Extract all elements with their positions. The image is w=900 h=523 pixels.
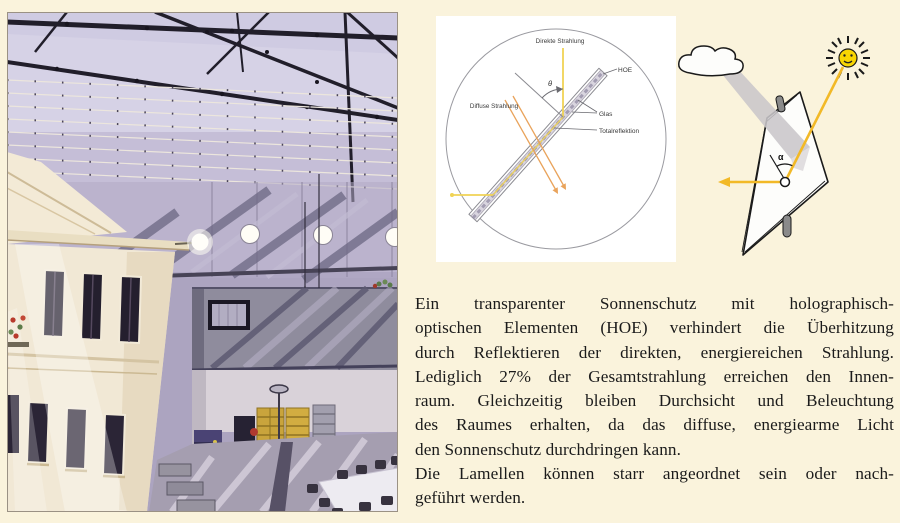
sun-lamella-art — [660, 10, 898, 272]
paragraph-line: optischen Elementen (HOE) verhindert die Überhitzung — [415, 318, 894, 338]
paragraph-line: Die Lamellen können starr angeordnet sein oder nach- — [415, 464, 894, 484]
paragraph-line: Lediglich 27% der Gesamtstrahlung erreichen den Innen- — [415, 366, 894, 386]
paragraph-line: durch Reflektieren der direkten, energiereichen Strahlung. — [415, 342, 894, 362]
label-diffuse-strahlung: Diffuse Strahlung — [469, 103, 519, 110]
hoe-diagram-panel — [436, 16, 676, 262]
paragraph-line: den Sonnenschutz durchdringen kann. — [415, 439, 682, 459]
sun-icon — [826, 36, 870, 80]
globe-lamp — [192, 234, 209, 251]
sun-lamella-drawing — [660, 10, 898, 272]
label-glas: Glas — [599, 111, 613, 118]
atrium-photo-art — [7, 12, 398, 512]
label-totalreflektion: Totalreflektion — [599, 128, 640, 135]
paragraph-line: geführt werden. — [415, 488, 526, 508]
paragraph-line: des Raumes erhalten, da das diffuse, energiearme Licht — [415, 415, 894, 435]
label-direkte-strahlung: Direkte Strahlung — [535, 38, 585, 45]
label-hoe: HOE — [618, 67, 633, 74]
body-text — [415, 292, 894, 511]
hoe-diagram — [436, 16, 676, 262]
hit-point — [781, 178, 790, 187]
cloud-icon — [679, 46, 743, 76]
angle-theta-label: θ — [548, 79, 553, 88]
paragraph-line: Ein transparenter Sonnenschutz mit holographisch- — [415, 294, 894, 313]
atrium-photo — [7, 12, 398, 512]
angle-alpha-label: α — [778, 152, 784, 162]
paragraph-line: raum. Gleichzeitig bleiben Durchsicht und Beleuchtung — [415, 391, 894, 411]
